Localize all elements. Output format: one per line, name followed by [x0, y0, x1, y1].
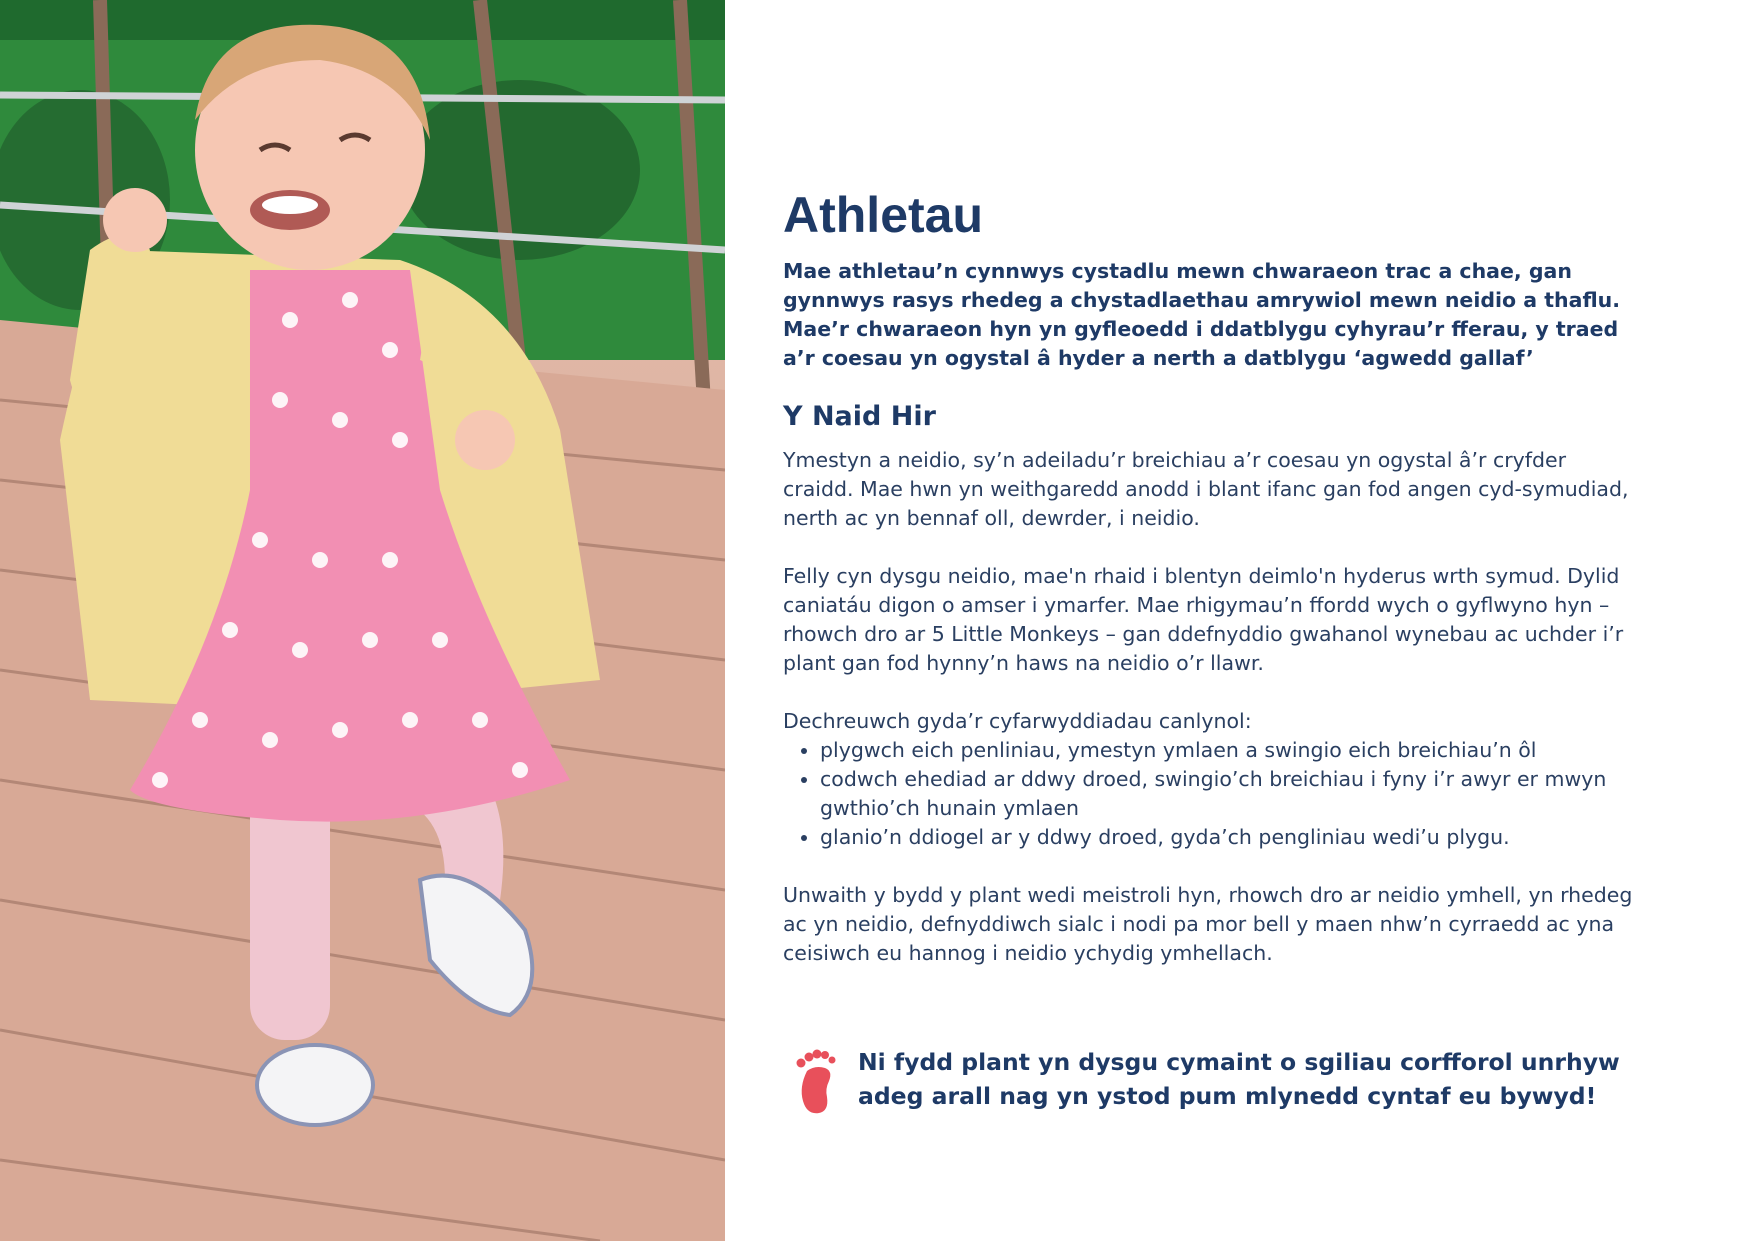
hero-photo [0, 0, 725, 1241]
footprint-icon [795, 1049, 837, 1117]
body-paragraph: Felly cyn dysgu neidio, mae'n rhaid i blentyn deimlo'n hyderus wrth symud. Dylid caniatáu digon o amser i ymarfer. Mae rhigymau’n ffordd wych o gyflwyno hyn – rhowch dro ar 5 Little Monkeys – gan ddefnyddio gwahanol wynebau ac uchder i’r plant gan fod hynny’n haws na neidio o’r llawr. [783, 564, 1624, 675]
body-paragraph: Ymestyn a neidio, sy’n adeiladu’r breichiau a’r coesau yn ogystal â’r cryfder craidd. Mae hwn yn weithgaredd anodd i blant ifanc gan fod angen cyd-symudiad, nerth ac yn bennaf oll, dewrder, i neidio. [783, 448, 1629, 530]
callout-text: Ni fydd plant yn dysgu cymaint o sgiliau corfforol unrhyw adeg arall nag yn ystod pum mlynedd cyntaf eu bywyd! [858, 1048, 1620, 1110]
hand-left [103, 188, 167, 252]
article [783, 185, 1633, 997]
closing-paragraph: Unwaith y bydd y plant wedi meistroli hyn, rhowch dro ar neidio ymhell, yn rhedeg ac yn neidio, defnyddiwch sialc i nodi pa mor bell y maen nhw’n cyrraedd ac yna ceisiwch eu hannog i neidio ychydig ymhellach. [783, 883, 1633, 965]
page-title: Athletau [783, 187, 983, 243]
shoe-left [257, 1045, 373, 1125]
list-intro: Dechreuwch gyda’r cyfarwyddiadau canlynol: [783, 709, 1252, 733]
lead-paragraph: Mae athletau’n cynnwys cystadlu mewn chwaraeon trac a chae, gan gynnwys rasys rhedeg a chystadlaethau amrywiol mewn neidio a thaflu. Mae’r chwaraeon hyn yn gyfleoedd i ddatblygu cyhyrau’r fferau, y traed a’r coesau yn ogystal â hyder a nerth a datblygu ‘agwedd gallaf’ [783, 259, 1621, 370]
instruction-list [783, 736, 1633, 852]
callout [795, 1045, 1655, 1125]
toddler-illustration [0, 0, 725, 1241]
section-heading: Y Naid Hir [783, 401, 936, 432]
list-item: • plygwch eich penliniau, ymestyn ymlaen a swingio eich breichiau’n ôl [820, 736, 1633, 765]
list-item: • codwch ehediad ar ddwy droed, swingio’ch breichiau i fyny i’r awyr er mwyn gwthio’ch hunain ymlaen [820, 765, 1633, 823]
list-item: • glanio’n ddiogel ar y ddwy droed, gyda’ch pengliniau wedi’u plygu. [820, 823, 1633, 852]
hand-right [455, 410, 515, 470]
